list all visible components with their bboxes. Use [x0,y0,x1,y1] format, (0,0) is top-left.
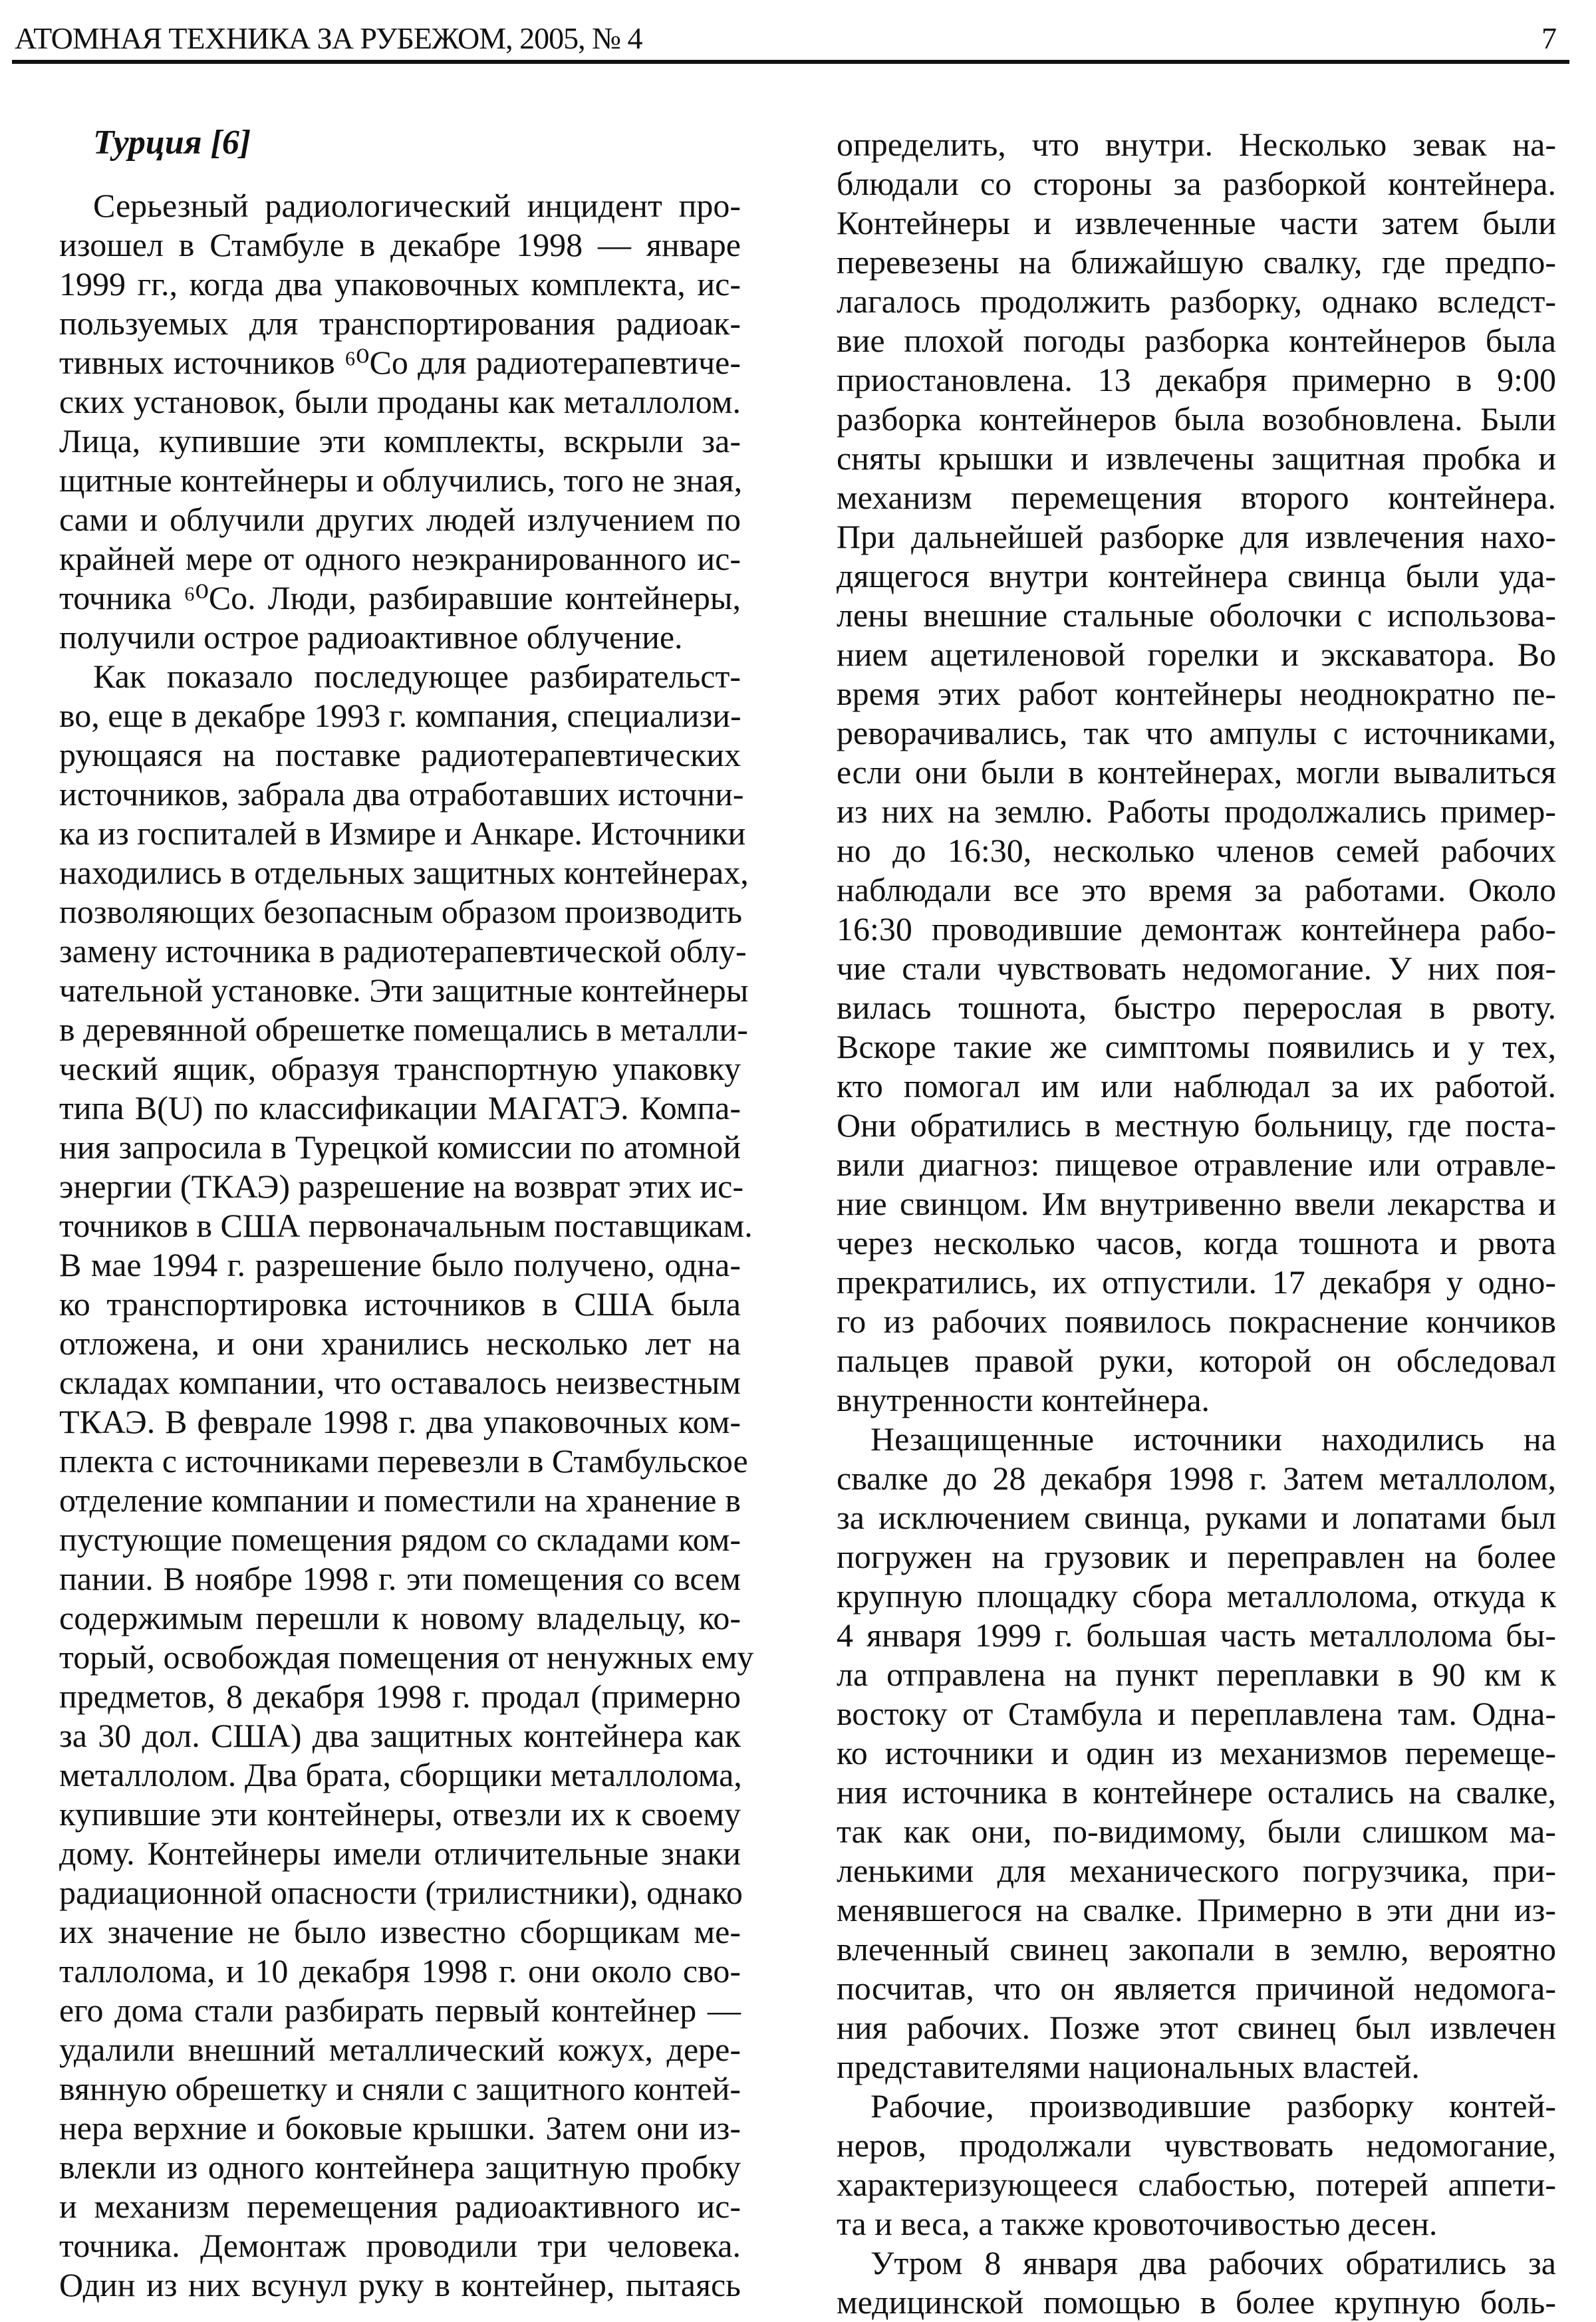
text-line: их значение не было известно сборщикам ме- [59,1913,741,1950]
text-line: сами и облучили других людей излучением по [59,501,741,538]
text-line: 1999 гг., когда два упаковочных комплекта, ис- [59,265,741,303]
text-line: но до 16:30, несколько членов семей рабочих [837,832,1556,869]
text-line: чие стали чувствовать недомогание. У них поя- [837,950,1556,987]
text-line: механизм перемещения второго контейнера. [837,479,1556,516]
text-line: определить, что внутри. Несколько зевак на- [837,126,1556,163]
paragraph [837,2244,1556,2322]
text-line: Контейнеры и извлеченные части затем были [837,204,1556,241]
paragraph [837,125,1556,1420]
text-line: вилась тошнота, быстро перерослая в рвоту. [837,989,1556,1026]
text-line: Они обратились в местную больницу, где поста- [837,1106,1556,1144]
text-line: находились в отдельных защитных контейнерах, [59,854,749,891]
text-line: за исключением свинца, руками и лопатами был [837,1499,1556,1536]
paragraph [837,1420,1556,2087]
text-line: тивных источников ⁶⁰Co для радиотерапевтиче- [59,344,741,381]
text-line: сняты крышки и извлечены защитная пробка и [837,440,1556,477]
text-line: удалили внешний металлический кожух, дере- [59,2031,741,2068]
section-heading: Турция [6] [93,124,251,162]
text-line: Лица, купившие эти комплекты, вскрыли за- [59,422,741,459]
text-line: В мае 1994 г. разрешение было получено, одна- [59,1246,741,1283]
text-line: го из рабочих появилось покраснение кончиков [837,1303,1556,1340]
text-line: дому. Контейнеры имели отличительные знаки [59,1835,741,1872]
text-line: кто помогал им или наблюдал за их работой. [837,1067,1556,1104]
text-line: во, еще в декабре 1993 г. компания, специализи- [59,697,741,734]
text-line: его дома стали разбирать первый контейнер — [59,1992,741,2029]
text-line: ния источника в контейнере остались на свалке, [837,1773,1556,1811]
text-line: отложена, и они хранились несколько лет на [59,1325,741,1362]
text-line: внутренности контейнера. [837,1381,1210,1418]
text-line: ния рабочих. Позже этот свинец был извлечен [837,2009,1556,2046]
text-line: реворачивались, так что ампулы с источниками, [837,714,1556,751]
text-line: купившие эти контейнеры, отвезли их к своему [59,1795,741,1833]
text-line: отделение компании и поместили на хранение в [59,1482,741,1519]
journal-running-header: АТОМНАЯ ТЕХНИКА ЗА РУБЕЖОМ, 2005, № 4 [15,21,642,55]
text-line: ка из госпиталей в Измире и Анкаре. Источники [59,815,746,852]
text-line: влекли из одного контейнера защитную пробку [59,2148,741,2186]
text-line: медицинской помощью в более крупную боль- [837,2283,1556,2321]
text-line: содержимым перешли к новому владельцу, ко- [59,1599,741,1636]
text-line: ленькими для механического погрузчика, при- [837,1852,1556,1889]
text-line: наблюдали все это время за работами. Около [837,871,1556,908]
text-line: металлолом. Два брата, сборщики металлолома, [59,1756,742,1793]
text-line: крупную площадку сбора металлолома, откуда к [837,1577,1556,1614]
text-line: лены внешние стальные оболочки с использова- [837,596,1556,634]
text-line: нием ацетиленовой горелки и экскаватора. Во [837,636,1556,673]
text-column-right [837,125,1556,2322]
text-line: погружен на грузовик и переправлен на более [837,1538,1556,1575]
text-line: нера верхние и боковые крышки. Затем они из- [59,2109,741,2146]
text-line: Вскоре такие же симптомы появились и у тех, [837,1028,1556,1065]
text-line: если они были в контейнерах, могли вывалиться [837,753,1556,791]
text-line: ние свинцом. Им внутривенно ввели лекарства и [837,1185,1556,1222]
text-line: Как показало последующее разбирательст- [93,658,741,695]
page-number: 7 [1541,21,1557,55]
text-line: ла отправлена на пункт переплавки в 90 км к [837,1656,1556,1693]
text-line: Серьезный радиологический инцидент про- [93,187,741,224]
text-line: Незащищенные источники находились на [870,1420,1556,1458]
text-line: неров, продолжали чувствовать недомогание, [837,2127,1556,2164]
text-line: щитные контейнеры и облучились, того не зная, [59,461,743,499]
text-line: из них на землю. Работы продолжались пример- [837,793,1556,830]
paragraph [59,186,741,657]
text-line: посчитав, что он является причиной недомога- [837,1970,1556,2007]
text-line: типа B(U) по классификации МАГАТЭ. Компа- [59,1089,741,1126]
text-line: представителями национальных властей. [837,2048,1420,2085]
text-line: за 30 дол. США) два защитных контейнера как [59,1717,741,1754]
text-line: пользуемых для транспортирования радиоак- [59,305,741,342]
text-line: точника ⁶⁰Co. Люди, разбиравшие контейнеры, [59,579,741,616]
text-line: разборка контейнеров была возобновлена. Были [837,400,1556,438]
text-line: менявшегося на свалке. Примерно в эти дни из- [837,1891,1556,1928]
text-line: дящегося внутри контейнера свинца были уда- [837,557,1556,594]
text-line: получили острое радиоактивное облучение. [59,618,683,656]
text-column-left [59,186,754,2305]
text-line: ТКАЭ. В феврале 1998 г. два упаковочных ком- [59,1403,741,1440]
text-line: чательной установке. Эти защитные контейнеры [59,971,749,1009]
text-line: ских установок, были проданы как металлолом. [59,383,741,420]
text-line: плекта с источниками перевезли в Стамбульское [59,1442,748,1480]
text-line: рующаяся на поставке радиотерапевтических [59,736,741,773]
text-line: та и веса, а также кровоточивостью десен. [837,2205,1438,2242]
text-line: и механизм перемещения радиоактивного ис- [59,2188,741,2225]
text-line: источников, забрала два отработавших источни- [59,775,744,813]
text-line: характеризующееся слабостью, потерей аппети- [837,2166,1556,2203]
paragraph [59,657,754,2305]
text-line: крайней мере от одного неэкранированного ис- [59,540,741,577]
text-line: ко источники и один из механизмов перемеще- [837,1734,1556,1771]
text-line: вие плохой погоды разборка контейнеров была [837,322,1556,359]
text-line: ния запросила в Турецкой комиссии по атомной [59,1128,741,1166]
text-line: предметов, 8 декабря 1998 г. продал (примерно [59,1678,741,1715]
text-line: радиационной опасности (трилистники), однако [59,1874,743,1911]
text-line: При дальнейшей разборке для извлечения нахо- [837,518,1556,555]
text-line: востоку от Стамбула и переплавлена там. Одна- [837,1695,1556,1732]
text-line: свалке до 28 декабря 1998 г. Затем металлолом, [837,1460,1556,1497]
header-rule [12,60,1569,64]
text-line: энергии (ТКАЭ) разрешение на возврат этих ис- [59,1168,744,1205]
text-line: вили диагноз: пищевое отравление или отравле- [837,1146,1556,1183]
text-line: через несколько часов, когда тошнота и рвота [837,1224,1556,1261]
text-line: блюдали со стороны за разборкой контейнера. [837,165,1556,202]
text-line: пальцев правой руки, которой он обследовал [837,1342,1556,1379]
text-line: так как они, по-видимому, были слишком ма- [837,1813,1556,1850]
text-line: точников в США первоначальным поставщикам. [59,1207,753,1244]
text-line: таллолома, и 10 декабря 1998 г. они около сво- [59,1952,741,1990]
text-line: торый, освобождая помещения от ненужных ему [59,1638,754,1676]
text-line: перевезены на ближайшую свалку, где предпо- [837,243,1556,281]
text-line: складах компании, что оставалось неизвестным [59,1364,741,1401]
text-line: вянную обрешетку и сняли с защитного контей- [59,2070,741,2107]
text-line: 4 января 1999 г. большая часть металлолома бы- [837,1616,1556,1654]
text-line: лагалось продолжить разборку, однако вследст- [837,283,1556,320]
paragraph [837,2087,1556,2244]
text-line: позволяющих безопасным образом производить [59,893,743,930]
text-line: ческий ящик, образуя транспортную упаковку [59,1050,741,1087]
text-line: в деревянной обрешетке помещались в металли- [59,1011,748,1048]
text-line: влеченный свинец закопали в землю, вероятно [837,1930,1556,1968]
text-line: пустующие помещения рядом со складами ком- [59,1521,741,1558]
text-line: замену источника в радиотерапевтической облу- [59,932,747,969]
text-line: пании. В ноябре 1998 г. эти помещения со всем [59,1560,741,1597]
text-line: ко транспортировка источников в США была [59,1285,741,1323]
text-line: прекратились, их отпустили. 17 декабря у одно- [837,1263,1556,1301]
text-line: время этих работ контейнеры неоднократно пе- [837,675,1556,712]
text-line: Один из них всунул руку в контейнер, пытаясь [59,2266,741,2303]
text-line: изошел в Стамбуле в декабре 1998 — январе [59,226,741,263]
text-line: точника. Демонтаж проводили три человека. [59,2227,741,2264]
text-line: приостановлена. 13 декабря примерно в 9:00 [837,361,1556,398]
text-line: Утром 8 января два рабочих обратились за [870,2244,1556,2281]
text-line: 16:30 проводившие демонтаж контейнера рабо- [837,910,1556,948]
text-line: Рабочие, производившие разборку контей- [870,2087,1556,2125]
